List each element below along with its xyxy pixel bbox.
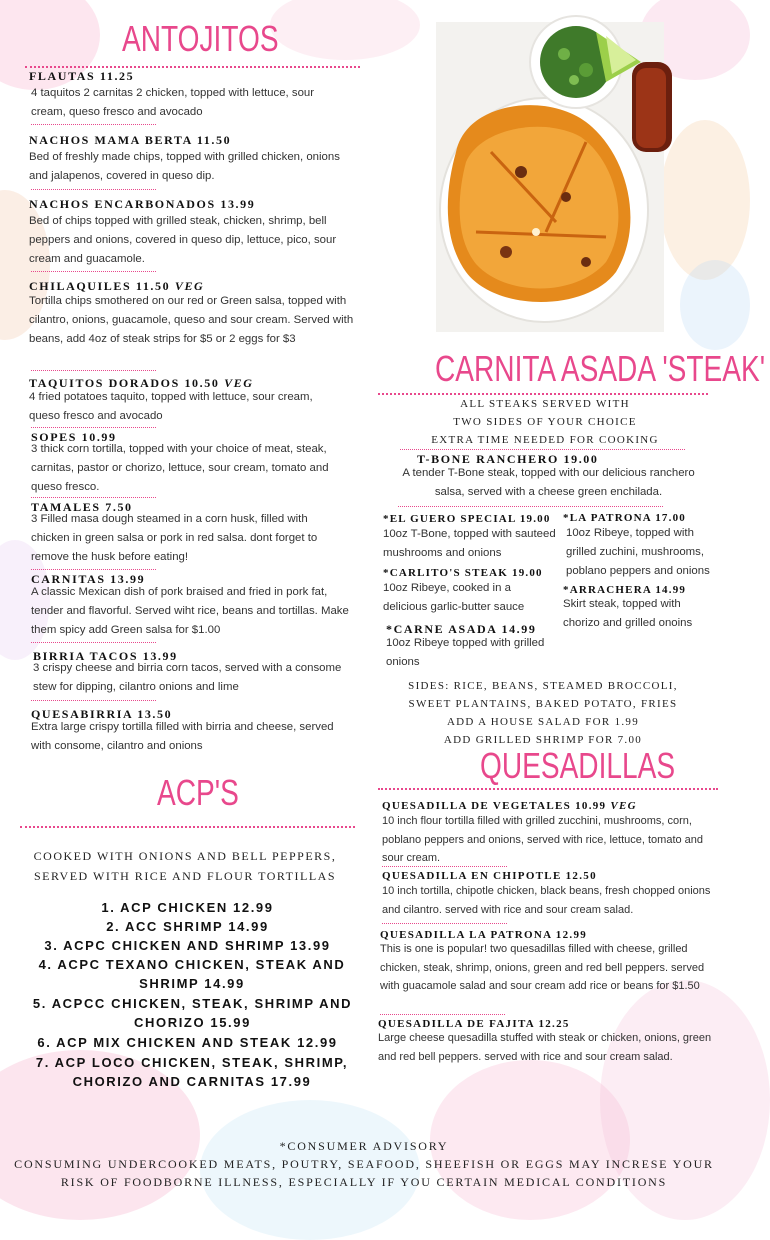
acp-item: 7. ACP LOCO CHICKEN, STEAK, SHRIMP, CHORIZO AND CARNITAS 17.99 [35,1055,349,1089]
steak-intro [400,395,690,449]
dish-description: 10oz Ribeye topped with grilled onions [386,637,545,668]
dish-divider [31,124,156,125]
steak-intro-line: ALL STEAKS SERVED WITH [460,398,630,410]
acp-intro [0,846,370,886]
dish-divider [31,642,156,643]
acp-item: 3. ACPC CHICKEN AND SHRIMP 13.99 [44,938,331,953]
advisory-line: CONSUMING UNDERCOOKED MEATS, POUTRY, SEAFOOD, SHEEFISH OR EGGS MAY INCRESE YOUR [14,1157,714,1171]
dish-name: *ARRACHERA 14.99 [563,584,687,596]
dish-description: 4 fried potatoes taquito, topped with lettuce, sour cream, queso fresco and avocado [29,391,313,422]
dish-description: A tender T-Bone steak, topped with our delicious ranchero salsa, served with a cheese green enchilada. [402,467,695,498]
dish-divider [31,700,156,701]
dish-description: 10 inch tortilla, chipotle chicken, black beans, fresh chopped onions and cilantro. served with rice and sour cream salad. [382,885,711,916]
dish-description: Large cheese quesadilla stuffed with steak or chicken, onions, green and red bell peppers. served with rice and sour cream salad. [378,1032,712,1063]
steak-sides [388,677,698,749]
dish-description: Bed of chips topped with grilled steak, chicken, shrimp, bell peppers and onions, covered in queso dip, lettuce, pico, sour cream and guacamole. [29,215,337,265]
dish-name: QUESADILLA LA PATRONA 12.99 [380,929,588,941]
dish-description: This is one is popular! two quesadillas filled with cheese, grilled chicken, steak, shrimp, onions, green and red bell peppers. served with guacamole salad and sour cream add rice or beans for $1.50 [380,943,705,992]
dish-name: BIRRIA TACOS 13.99 [33,649,178,663]
flower-decoration [660,120,750,280]
dish-name: NACHOS ENCARBONADOS 13.99 [29,197,256,211]
dish-name: QUESABIRRIA 13.50 [31,707,173,721]
dish-description: 4 taquitos 2 carnitas 2 chicken, topped with lettuce, sour cream, queso fresco and avocado [31,87,315,118]
flower-decoration [270,0,420,60]
antojitos-title: ANTOJITOS [122,18,279,59]
dish-description: 3 thick corn tortilla, topped with your choice of meat, steak, carnitas, pastor or chorizo, lettuce, sour cream, tomato and queso fresco. [31,443,329,493]
dish-name [382,800,637,812]
veg-badge: VEG [174,279,205,293]
dish-name: SOPES 10.99 [31,430,117,444]
dish-description: Bed of freshly made chips, topped with grilled chicken, onions and jalapenos, covered in queso dip. [29,151,340,182]
dish-name: *CARLITO'S STEAK 19.00 [383,567,543,579]
dish-description: 10oz Ribeye, topped with grilled zuchini, mushrooms, poblano peppers and onions [566,527,710,577]
dish-description: Extra large crispy tortilla filled with birria and cheese, served with consome, cilantro and onions [31,721,334,752]
dish-divider [380,1014,505,1015]
quesabirria-photo [436,22,664,332]
acp-item: 4. ACPC TEXANO CHICKEN, STEAK AND SHRIMP 14.99 [38,957,346,991]
acp-intro-line: SERVED WITH RICE AND FLOUR TORTILLAS [34,869,336,883]
quesadillas-title: QUESADILLAS [480,745,676,786]
dish-divider [398,506,663,507]
veg-badge: VEG [610,800,637,812]
flower-decoration [680,260,750,350]
steak-intro-divider [400,449,685,450]
dish-divider [31,189,156,190]
dish-divider [382,923,507,924]
dish-name: *LA PATRONA 17.00 [563,512,686,524]
dish-divider [31,427,156,428]
dish-name: QUESADILLA EN CHIPOTLE 12.50 [382,870,597,882]
acp-item: 5. ACPCC CHICKEN, STEAK, SHRIMP AND CHORIZO 15.99 [32,996,353,1030]
dish-divider [31,569,156,570]
dish-name: *CARNE ASADA 14.99 [386,622,537,636]
dish-name: *EL GUERO SPECIAL 19.00 [383,513,551,525]
dish-name: TAMALES 7.50 [31,500,133,514]
dish-name-text: CHILAQUILES 11.50 [29,279,175,293]
sides-line: ADD A HOUSE SALAD FOR 1.99 [446,716,640,728]
acp-item: 6. ACP MIX CHICKEN AND STEAK 12.99 [37,1035,338,1050]
dish-name-text: QUESADILLA DE VEGETALES 10.99 [382,800,611,812]
dish-divider [382,866,507,867]
acp-item: 1. ACP CHICKEN 12.99 [101,900,274,915]
dish-description: 10oz Ribeye, cooked in a delicious garlic-butter sauce [383,582,525,613]
acp-item: 2. ACC SHRIMP 14.99 [106,919,269,934]
steak-title: CARNITA ASADA 'STEAK' [435,348,766,389]
dish-name: FLAUTAS 11.25 [29,69,135,83]
acp-title: ACP'S [157,772,239,813]
consumer-advisory [0,1137,728,1191]
advisory-line: RISK OF FOODBORNE ILLNESS, ESPECIALLY IF YOU CERTAIN MEDICAL CONDITIONS [60,1175,668,1189]
dish-description: A classic Mexican dish of pork braised and fried in pork fat, tender and flavorful. Served wiht rice, beans and tortillas. Make them spicy add Green salsa for $1.00 [31,586,349,636]
dish-description: Skirt steak, topped with chorizo and grilled onoins [563,598,693,629]
sides-line: ADD GRILLED SHRIMP FOR 7.00 [443,734,643,746]
dish-description: 3 Filled masa dough steamed in a corn husk, filled with chicken in green salsa or pork in red salsa. dont forget to remove the husk before eating! [31,513,318,563]
sides-line: SIDES: RICE, BEANS, STEAMED BROCCOLI, [408,680,678,692]
dish-description: 3 crispy cheese and birria corn tacos, served with a consome stew for dipping, cilantro onions and lime [33,662,342,693]
acp-intro-line: COOKED WITH ONIONS AND BELL PEPPERS, [33,849,337,863]
dish-name: QUESADILLA DE FAJITA 12.25 [378,1018,570,1030]
dish-divider [31,271,156,272]
dish-name: CARNITAS 13.99 [31,572,146,586]
food-illustration [436,22,664,332]
dish-name: T-BONE RANCHERO 19.00 [417,452,599,466]
antojitos-divider [25,66,360,68]
steak-intro-line: EXTRA TIME NEEDED FOR COOKING [431,434,659,446]
veg-badge: VEG [224,376,254,390]
advisory-title: *CONSUMER ADVISORY [279,1139,449,1153]
dish-divider [31,497,156,498]
dish-description: 10 inch flour tortilla filled with grilled zucchini, mushrooms, corn, poblano peppers and onions, served with rice, lettuce, tomato and sour cream. [382,815,704,864]
steak-intro-line: TWO SIDES OF YOUR CHOICE [453,416,637,428]
dish-description: Tortilla chips smothered on our red or Green salsa, topped with cilantro, onions, guacamole, queso and sour cream. Served with beans, add 4oz of steak strips for $5 or 2 eggs for $3 [29,295,354,345]
quesadillas-divider [378,788,718,790]
dish-name: NACHOS MAMA BERTA 11.50 [29,133,232,147]
dish-name-text: TAQUITOS DORADOS 10.50 [29,376,225,390]
dish-divider [31,370,156,371]
acp-divider [20,826,355,828]
sides-line: SWEET PLANTAINS, BAKED POTATO, FRIES [408,698,678,710]
dish-description: 10oz T-Bone, topped with sauteed mushrooms and onions [383,528,556,559]
